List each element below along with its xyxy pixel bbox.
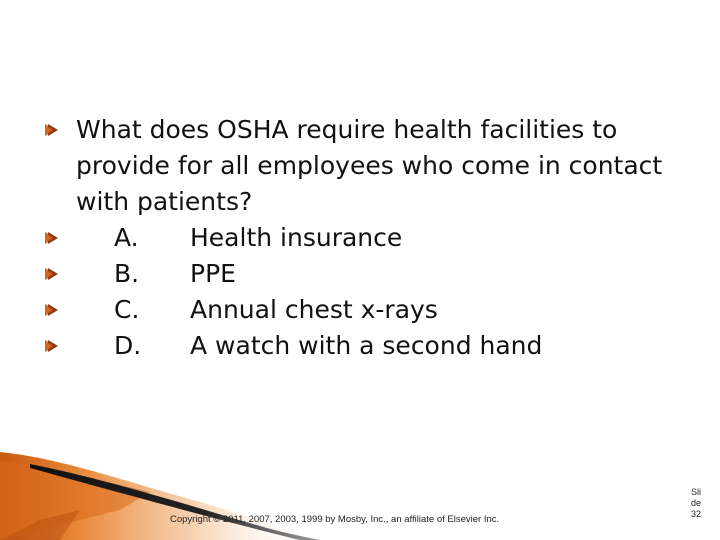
option-letter: B. (114, 259, 140, 288)
option-a (42, 220, 682, 256)
option-b (42, 256, 682, 292)
slide-label-line2: de (690, 498, 701, 508)
slide-number: 32 (690, 509, 701, 519)
arrow-bullet-icon (42, 112, 78, 148)
arrow-bullet-icon (42, 220, 78, 256)
option-c (42, 292, 682, 328)
slide-label-line1: Sli (690, 487, 701, 497)
option-letter: C. (114, 295, 140, 324)
option-text: A watch with a second hand (190, 331, 543, 360)
option-d (42, 328, 682, 364)
copyright-text: Copyright © 2011, 2007, 2003, 1999 by Mosby, Inc., an affiliate of Elsevier Inc. (170, 514, 500, 525)
arrow-bullet-icon (42, 328, 78, 364)
question-text: What does OSHA require health facilities to provide for all employees who come in contact with patients? (76, 115, 663, 216)
bullet-list (42, 112, 682, 364)
option-letter: A. (114, 223, 139, 252)
option-text: Annual chest x-rays (190, 295, 438, 324)
footer-swoosh-decoration (0, 440, 720, 540)
arrow-bullet-icon (42, 256, 78, 292)
option-letter: D. (114, 331, 142, 360)
question-bullet (42, 112, 682, 220)
option-text: Health insurance (190, 223, 403, 252)
option-text: PPE (190, 259, 236, 288)
slide-number-block (686, 487, 706, 520)
arrow-bullet-icon (42, 292, 78, 328)
